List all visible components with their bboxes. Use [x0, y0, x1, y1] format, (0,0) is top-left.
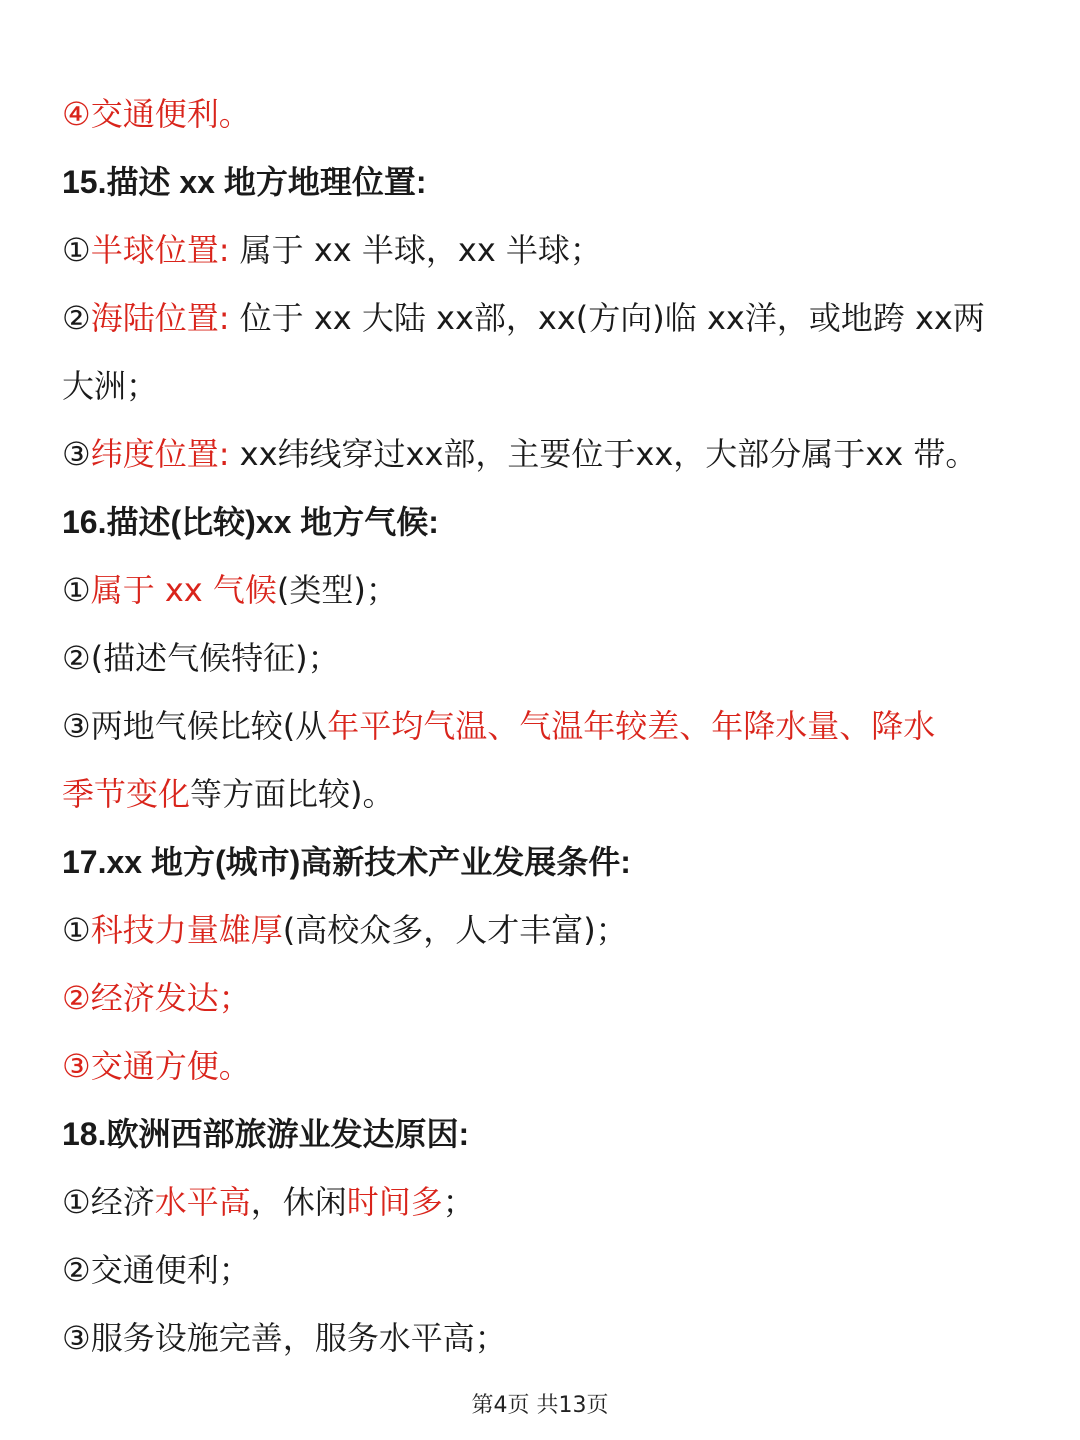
body-text: ① [62, 911, 91, 949]
section-heading [62, 828, 1002, 896]
highlighted-text: 水平高 [154, 1183, 251, 1221]
text-line [62, 420, 1002, 488]
body-text: ① [62, 571, 91, 609]
highlighted-text: ④交通便利。 [62, 95, 251, 133]
highlighted-text: 属于 xx 气候 [90, 571, 277, 609]
text-line [62, 80, 1002, 148]
body-text: ； [442, 1183, 475, 1221]
highlighted-text: 海陆位置: [90, 299, 230, 337]
highlighted-text: 季节变化 [62, 775, 191, 813]
body-text: (类型)； [276, 571, 398, 609]
body-text: ②交通便利； [62, 1251, 251, 1289]
highlighted-text: 年平均气温、气温年较差、年降水量、降水 [327, 707, 936, 745]
body-text: 16.描述(比较)xx 地方气候: [62, 504, 439, 540]
highlighted-text: ③交通方便。 [62, 1047, 251, 1085]
body-text: 等方面比较)。 [190, 775, 395, 813]
highlighted-text: 时间多 [346, 1183, 443, 1221]
body-text: ③服务设施完善，服务水平高； [62, 1319, 507, 1357]
text-line [62, 556, 1002, 624]
section-heading [62, 1100, 1002, 1168]
text-line [62, 1168, 1002, 1236]
body-text: 属于 xx 半球，xx 半球； [229, 231, 602, 269]
body-text: xx纬线穿过xx部，主要位于xx，大部分属于xx 带。 [229, 435, 978, 473]
body-text: 15.描述 xx 地方地理位置: [62, 164, 427, 200]
text-line [62, 1304, 1002, 1372]
highlighted-text: 半球位置: [90, 231, 230, 269]
body-text: 位于 xx 大陆 xx部，xx(方向)临 xx洋，或地跨 xx两 [229, 299, 985, 337]
text-line [62, 964, 1002, 1032]
body-text: ，休闲 [250, 1183, 347, 1221]
body-text: ③ [62, 435, 91, 473]
section-heading [62, 148, 1002, 216]
body-text: ①经济 [62, 1183, 155, 1221]
text-line [62, 624, 1002, 692]
document-body [62, 80, 1002, 1372]
body-text: 大洲； [62, 367, 159, 405]
text-line [62, 692, 1002, 760]
text-line [62, 896, 1002, 964]
text-line [62, 760, 1002, 828]
text-line [62, 284, 1002, 352]
text-line [62, 352, 1002, 420]
body-text: 18.欧洲西部旅游业发达原因: [62, 1116, 470, 1152]
highlighted-text: ②经济发达； [62, 979, 251, 1017]
body-text: 17.xx 地方(城市)高新技术产业发展条件: [62, 844, 631, 880]
body-text: ②(描述气候特征)； [62, 639, 340, 677]
text-line [62, 1032, 1002, 1100]
body-text: ② [62, 299, 91, 337]
body-text: ③两地气候比较(从 [62, 707, 328, 745]
text-line [62, 216, 1002, 284]
section-heading [62, 488, 1002, 556]
body-text: ① [62, 231, 91, 269]
text-line [62, 1236, 1002, 1304]
highlighted-text: 科技力量雄厚 [90, 911, 283, 949]
highlighted-text: 纬度位置: [90, 435, 230, 473]
page-number-footer: 第4页 共13页 [471, 1393, 609, 1418]
body-text: (高校众多，人才丰富)； [282, 911, 628, 949]
